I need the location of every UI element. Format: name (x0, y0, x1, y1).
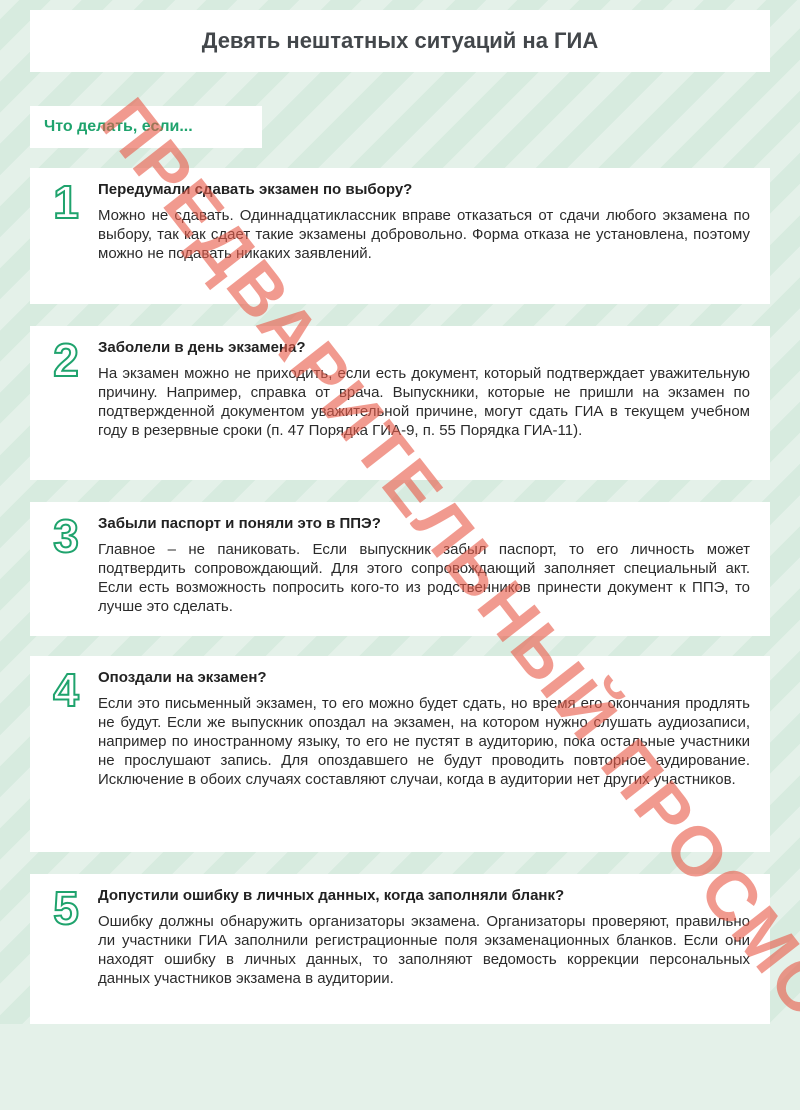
situation-question: Допустили ошибку в личных данных, когда заполняли бланк? (98, 887, 565, 904)
situation-answer: Можно не сдавать. Одиннадцатиклассник вправе отказаться от сдачи любого экзамена по выбору, так как сдает такие экзамены добровольно. Форма отказа не установлена, поэтому можно не подавать никаких заявлений. (98, 207, 750, 262)
situation-card-4 (30, 656, 770, 852)
situation-answer: Ошибку должны обнаружить организаторы экзамена. Организаторы проверяют, правильно ли участники ГИА заполнили регистрационные поля экзаменационных бланков. Если они находят ошибку в личных данных, то заполняют ведомость коррекции персональных данных участников экзамена в аудитории. (98, 913, 750, 987)
situation-answer: Главное – не паниковать. Если выпускник забыл паспорт, то его личность может подтвердить сопровождающий. Для этого сопровождающий заполняет специальный акт. Если есть возможность попросить кого-то из родственников принести документ к ППЭ, то лучше это сделать. (98, 541, 750, 615)
situation-card-2 (30, 326, 770, 480)
situation-card-5 (30, 874, 770, 1024)
situation-question: Забыли паспорт и поняли это в ППЭ? (98, 515, 381, 532)
preview-watermark: ПРЕДВАРИТЕЛЬНЫЙ (85, 84, 635, 756)
section-subtitle: Что делать, если... (30, 106, 262, 148)
situation-answer: На экзамен можно не приходить, если есть документ, который подтверждает уважительную причину. Например, справка от врача. Выпускники, которые не пришли на экзамен по подтвержденной документом уважительной причине, могут сдать ГИА в текущем учебном году в резервные сроки (п. 47 Порядка ГИА-9, п. 55 Порядка ГИА-11). (98, 365, 750, 439)
situation-question: Передумали сдавать экзамен по выбору? (98, 181, 413, 198)
situation-number: 3 (53, 510, 79, 562)
situation-number: 2 (53, 334, 79, 386)
situation-question: Заболели в день экзамена? (98, 339, 306, 356)
situation-number: 4 (53, 664, 79, 716)
situation-number: 1 (53, 176, 79, 228)
situation-card-1 (30, 168, 770, 304)
page-title: Девять нештатных ситуаций на ГИА (30, 10, 770, 72)
situation-card-3 (30, 502, 770, 636)
situation-answer: Если это письменный экзамен, то его можно будет сдать, но время его окончания продлять не будут. Если же выпускник опоздал на экзамен, на котором нужно слушать аудиозаписи, например по иностранному языку, то его не пустят в аудиторию, пока остальные участники не прослушают запись. Для опоздавшего не будут проводить повторное аудирование. Исключение в обоих случаях составляют случаи, когда в аудитории нет других участников. (98, 695, 750, 788)
situation-question: Опоздали на экзамен? (98, 669, 267, 686)
situation-number: 5 (53, 882, 79, 934)
